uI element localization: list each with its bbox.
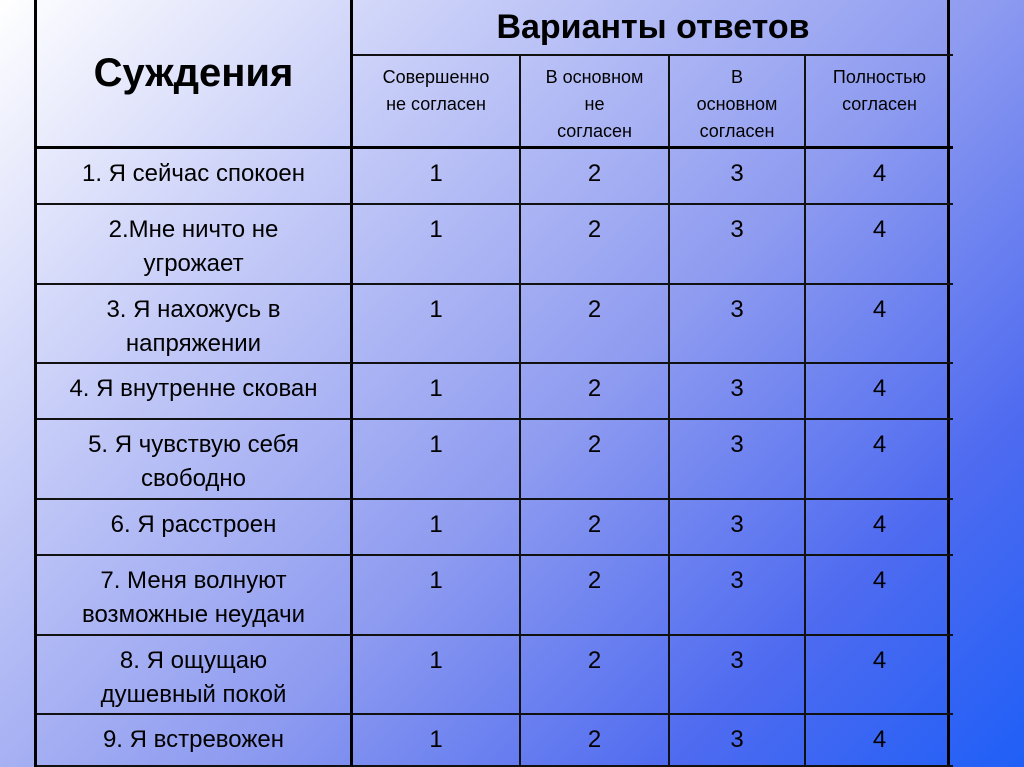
answer-value-cell: 4: [806, 715, 953, 767]
answer-value-cell: 1: [353, 285, 521, 364]
answer-value-cell: 4: [806, 556, 953, 636]
answer-value-cell: 4: [806, 205, 953, 285]
answer-value-cell: 1: [353, 364, 521, 420]
answer-value-cell: 2: [521, 149, 670, 205]
answer-value-cell: 4: [806, 420, 953, 500]
answer-value-cell: 3: [670, 285, 806, 364]
option-header-1: Совершенно не согласен: [353, 56, 521, 149]
answer-value-cell: 2: [521, 715, 670, 767]
answer-value-cell: 1: [353, 500, 521, 556]
answer-value-cell: 3: [670, 500, 806, 556]
judgment-cell: 6. Я расстроен: [37, 500, 353, 556]
answer-value-cell: 4: [806, 364, 953, 420]
option-header-3: В основном согласен: [670, 56, 806, 149]
answer-value-cell: 2: [521, 285, 670, 364]
answer-value-cell: 3: [670, 364, 806, 420]
answer-value-cell: 4: [806, 500, 953, 556]
answer-value-cell: 3: [670, 205, 806, 285]
survey-table: [34, 0, 950, 767]
answer-value-cell: 3: [670, 636, 806, 715]
option-header-4: Полностью согласен: [806, 56, 953, 149]
answer-value-cell: 2: [521, 364, 670, 420]
judgment-cell: 5. Я чувствую себя свободно: [37, 420, 353, 500]
answer-value-cell: 3: [670, 556, 806, 636]
judgment-cell: 1. Я сейчас спокоен: [37, 149, 353, 205]
answer-value-cell: 3: [670, 715, 806, 767]
judgment-cell: 7. Меня волнуют возможные неудачи: [37, 556, 353, 636]
answer-value-cell: 1: [353, 556, 521, 636]
answer-value-cell: 2: [521, 556, 670, 636]
answer-value-cell: 1: [353, 636, 521, 715]
judgment-cell: 2.Мне ничто не угрожает: [37, 205, 353, 285]
answer-value-cell: 4: [806, 149, 953, 205]
judgment-cell: 4. Я внутренне скован: [37, 364, 353, 420]
answer-value-cell: 1: [353, 149, 521, 205]
answer-value-cell: 2: [521, 420, 670, 500]
judgments-header: Суждения: [37, 0, 353, 149]
answer-value-cell: 4: [806, 285, 953, 364]
judgment-cell: 8. Я ощущаю душевный покой: [37, 636, 353, 715]
answer-value-cell: 1: [353, 420, 521, 500]
judgment-cell: 9. Я встревожен: [37, 715, 353, 767]
answer-value-cell: 2: [521, 500, 670, 556]
answer-value-cell: 2: [521, 205, 670, 285]
answer-value-cell: 1: [353, 715, 521, 767]
variants-header: Варианты ответов: [353, 0, 953, 56]
option-header-2: В основном не согласен: [521, 56, 670, 149]
answer-value-cell: 1: [353, 205, 521, 285]
judgment-cell: 3. Я нахожусь в напряжении: [37, 285, 353, 364]
answer-value-cell: 4: [806, 636, 953, 715]
answer-value-cell: 2: [521, 636, 670, 715]
answer-value-cell: 3: [670, 420, 806, 500]
answer-value-cell: 3: [670, 149, 806, 205]
